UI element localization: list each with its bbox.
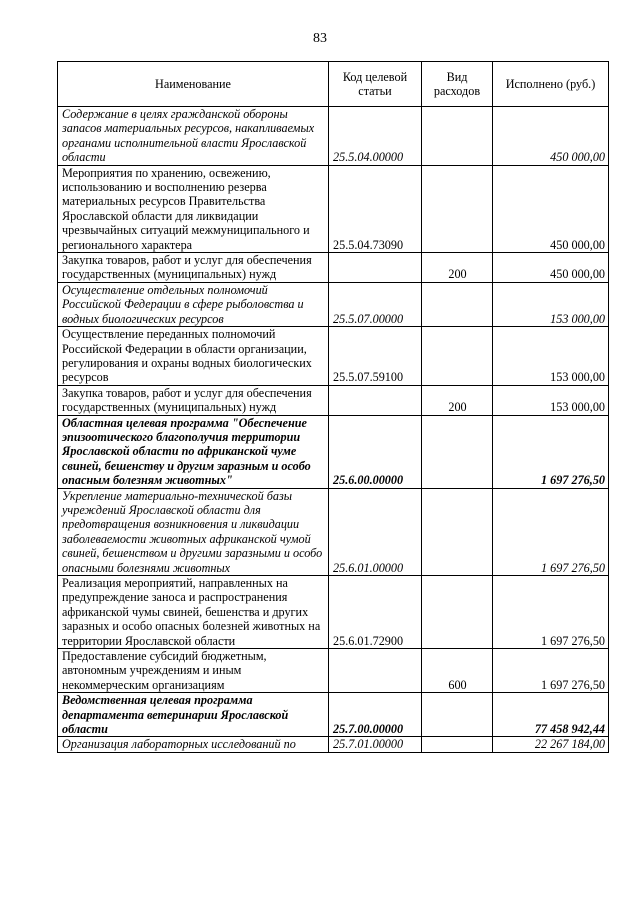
header-code: Код целевой статьи bbox=[329, 62, 422, 107]
cell-target-code: 25.6.01.72900 bbox=[329, 576, 422, 649]
cell-expense-type bbox=[422, 737, 493, 752]
cell-name: Укрепление материально-технической базы учреждений Ярославской области для предотвращения возникновения и ликвидации заболеваемости животных африканской чумой свиней, бешенством и другими заразными и особо опасными болезнями животных bbox=[58, 488, 329, 575]
cell-amount: 1 697 276,50 bbox=[493, 415, 609, 488]
cell-target-code: 25.5.07.00000 bbox=[329, 282, 422, 326]
cell-name: Осуществление отдельных полномочий Российской Федерации в сфере рыболовства и водных биологических ресурсов bbox=[58, 282, 329, 326]
cell-expense-type: 600 bbox=[422, 649, 493, 693]
cell-expense-type bbox=[422, 488, 493, 575]
cell-amount: 153 000,00 bbox=[493, 385, 609, 415]
cell-expense-type bbox=[422, 282, 493, 326]
cell-target-code: 25.5.04.00000 bbox=[329, 107, 422, 166]
cell-amount: 153 000,00 bbox=[493, 282, 609, 326]
cell-name: Закупка товаров, работ и услуг для обеспечения государственных (муниципальных) нужд bbox=[58, 385, 329, 415]
cell-amount: 77 458 942,44 bbox=[493, 693, 609, 737]
cell-amount: 1 697 276,50 bbox=[493, 649, 609, 693]
cell-expense-type bbox=[422, 576, 493, 649]
cell-expense-type bbox=[422, 107, 493, 166]
cell-expense-type bbox=[422, 165, 493, 252]
table-row bbox=[58, 649, 609, 693]
cell-amount: 22 267 184,00 bbox=[493, 737, 609, 752]
table-row bbox=[58, 165, 609, 252]
table-row bbox=[58, 253, 609, 283]
header-amount: Исполнено (руб.) bbox=[493, 62, 609, 107]
table-row bbox=[58, 737, 609, 752]
cell-target-code: 25.6.01.00000 bbox=[329, 488, 422, 575]
cell-target-code bbox=[329, 385, 422, 415]
cell-target-code: 25.7.01.00000 bbox=[329, 737, 422, 752]
table-row bbox=[58, 385, 609, 415]
cell-target-code bbox=[329, 649, 422, 693]
cell-target-code: 25.6.00.00000 bbox=[329, 415, 422, 488]
cell-expense-type: 200 bbox=[422, 385, 493, 415]
cell-name: Областная целевая программа "Обеспечение эпизоотического благополучия территории Ярославской области по африканской чуме свиней, бешенству и другим заразным и особо опасным болезням животных" bbox=[58, 415, 329, 488]
cell-name: Осуществление переданных полномочий Российской Федерации в области организации, регулирования и охраны водных биологических ресурсов bbox=[58, 327, 329, 386]
table-row bbox=[58, 327, 609, 386]
cell-name: Реализация мероприятий, направленных на предупреждение заноса и распространения африканской чумы свиней, бешенства и других заразных и особо опасных болезней животных на территории Ярославской области bbox=[58, 576, 329, 649]
cell-name: Предоставление субсидий бюджетным, автономным учреждениям и иным некоммерческим организациям bbox=[58, 649, 329, 693]
cell-amount: 450 000,00 bbox=[493, 107, 609, 166]
table-row bbox=[58, 282, 609, 326]
table-body bbox=[58, 107, 609, 753]
cell-expense-type bbox=[422, 415, 493, 488]
cell-name: Организация лабораторных исследований по bbox=[58, 737, 329, 752]
cell-expense-type bbox=[422, 693, 493, 737]
table-row bbox=[58, 488, 609, 575]
table-row bbox=[58, 415, 609, 488]
cell-target-code: 25.5.04.73090 bbox=[329, 165, 422, 252]
cell-expense-type bbox=[422, 327, 493, 386]
table-row bbox=[58, 107, 609, 166]
cell-expense-type: 200 bbox=[422, 253, 493, 283]
cell-amount: 1 697 276,50 bbox=[493, 488, 609, 575]
cell-name: Ведомственная целевая программа департамента ветеринарии Ярославской области bbox=[58, 693, 329, 737]
cell-amount: 153 000,00 bbox=[493, 327, 609, 386]
budget-table bbox=[57, 61, 609, 753]
cell-target-code: 25.5.07.59100 bbox=[329, 327, 422, 386]
cell-amount: 1 697 276,50 bbox=[493, 576, 609, 649]
cell-name: Содержание в целях гражданской обороны запасов материальных ресурсов, накапливаемых органами исполнительной власти Ярославской области bbox=[58, 107, 329, 166]
table-row bbox=[58, 693, 609, 737]
table-row bbox=[58, 576, 609, 649]
cell-target-code bbox=[329, 253, 422, 283]
cell-name: Закупка товаров, работ и услуг для обеспечения государственных (муниципальных) нужд bbox=[58, 253, 329, 283]
page-number: 83 bbox=[313, 31, 327, 46]
cell-amount: 450 000,00 bbox=[493, 253, 609, 283]
cell-amount: 450 000,00 bbox=[493, 165, 609, 252]
header-name: Наименование bbox=[58, 62, 329, 107]
header-type: Вид расходов bbox=[422, 62, 493, 107]
cell-target-code: 25.7.00.00000 bbox=[329, 693, 422, 737]
cell-name: Мероприятия по хранению, освежению, использованию и восполнению резерва материальных ресурсов Правительства Ярославской области для ликвидации чрезвычайных ситуаций межмуниципального и регионального характера bbox=[58, 165, 329, 252]
table-header-row bbox=[58, 62, 609, 107]
